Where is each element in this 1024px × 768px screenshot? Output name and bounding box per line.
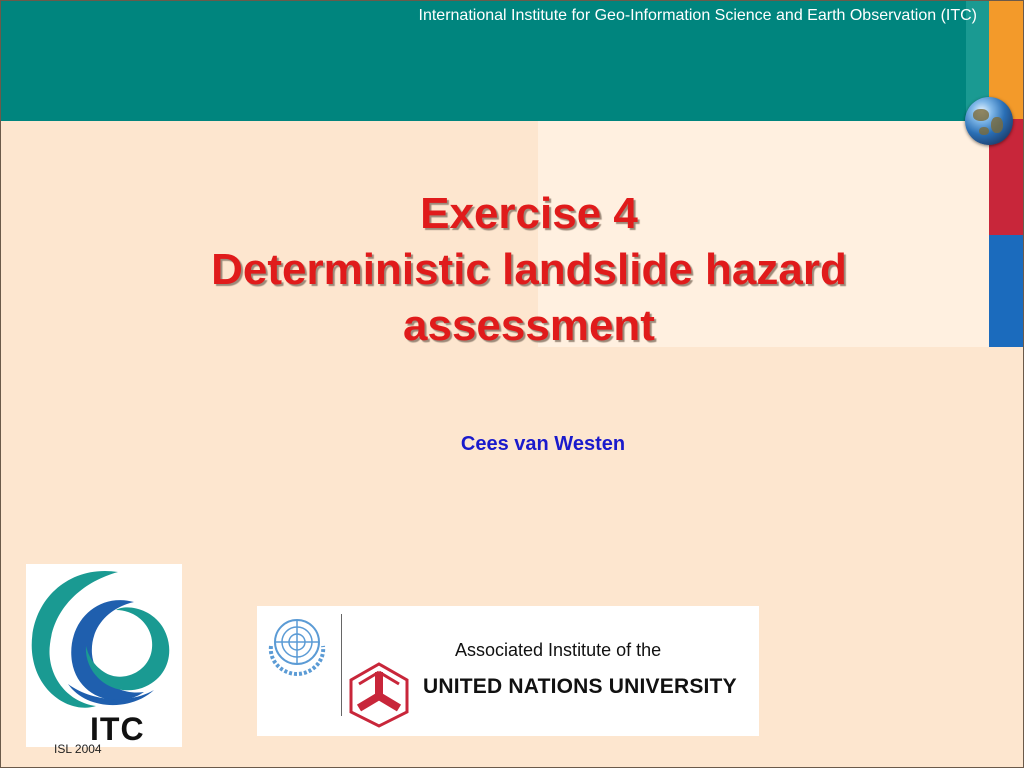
title-line-3: assessment xyxy=(403,301,655,350)
slide-title xyxy=(1,186,1024,354)
footer-text: ISL 2004 xyxy=(54,742,102,756)
itc-wordmark: ITC xyxy=(90,711,145,747)
itc-logo xyxy=(26,564,182,747)
unu-name: UNITED NATIONS UNIVERSITY xyxy=(423,675,737,698)
un-emblem-icon xyxy=(263,612,331,676)
author-name: Cees van Westen xyxy=(460,433,626,455)
globe-icon xyxy=(965,97,1013,145)
unu-symbol-icon xyxy=(349,662,409,728)
unu-associated-text: Associated Institute of the xyxy=(455,640,662,660)
institute-name: International Institute for Geo-Information Science and Earth Observation (ITC) xyxy=(418,7,977,24)
itc-rings-icon xyxy=(26,564,182,714)
title-line-1: Exercise 4 xyxy=(420,189,638,238)
title-line-2: Deterministic landslide hazard xyxy=(211,245,847,294)
unu-divider xyxy=(341,614,342,716)
unu-logo-box xyxy=(257,606,759,736)
